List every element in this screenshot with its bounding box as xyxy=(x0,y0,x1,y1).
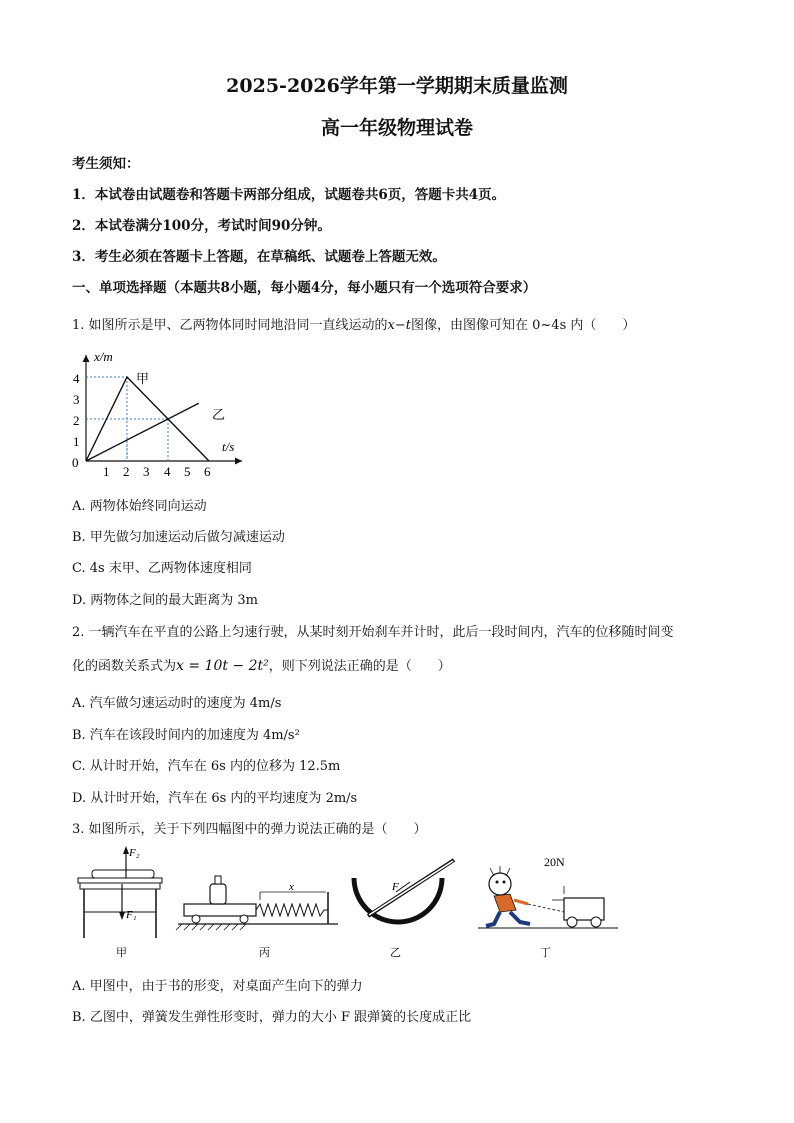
q2-option-c: C. 从计时开始，汽车在 6s 内的位移为 12.5m xyxy=(72,759,341,774)
notice-heading: 考生须知： xyxy=(72,156,140,172)
q2-option-d: D. 从计时开始，汽车在 6s 内的平均速度为 2m/s xyxy=(72,791,358,806)
notice-item-3: 3．考生必须在答题卡上答题，在草稿纸、试题卷上答题无效。 xyxy=(72,249,446,265)
exam-subtitle: 高一年级物理试卷 xyxy=(320,117,473,139)
xt-graph xyxy=(70,347,250,477)
question-2-stem-a: 化的函数关系式为 xyxy=(72,659,177,674)
question-2-stem-b: ，则下列说法正确的是（ ） xyxy=(268,659,451,674)
x-tick-6: 6 xyxy=(204,464,211,477)
question-2-stem-line1: 2. 一辆汽车在平直的公路上匀速行驶，从某时刻开始刹车并计时，此后一段时间内，汽车的位移随时间变 xyxy=(72,625,674,640)
question-1-stem-a: 1. 如图所示是甲、乙两物体同时同地沿同一直线运动的 xyxy=(72,318,388,333)
q3-option-a: A. 甲图中，由于书的形变，对桌面产生向下的弹力 xyxy=(72,979,363,994)
q2-option-a: A. 汽车做匀速运动时的速度为 4m/s xyxy=(72,696,282,711)
y-tick-2: 2 xyxy=(73,413,80,428)
figure-bing-spring xyxy=(176,876,338,930)
caption-yi: 乙 xyxy=(390,946,401,959)
x-tick-2: 2 xyxy=(123,464,130,477)
y-tick-3: 3 xyxy=(73,392,80,407)
caption-jia: 甲 xyxy=(116,946,127,959)
exam-title: 2025-2026学年第一学期期末质量监测 xyxy=(226,75,568,97)
q3-figures xyxy=(70,840,630,965)
x-tick-3: 3 xyxy=(143,464,150,477)
caption-ding: 丁 xyxy=(540,946,551,959)
q3-option-b: B. 乙图中，弹簧发生弹性形变时，弹力的大小 F 跟弹簧的长度成正比 xyxy=(72,1010,472,1025)
x-tick-1: 1 xyxy=(103,464,110,477)
figure-yi-bowl xyxy=(354,860,454,922)
label-f1: F₁ xyxy=(126,909,137,921)
question-3-stem: 3. 如图所示，关于下列四幅图中的弹力说法正确的是（ ） xyxy=(72,822,427,837)
figure-jia-desk xyxy=(78,846,162,938)
question-2-formula: x = 10t − 2t² xyxy=(176,658,269,674)
q1-option-b: B. 甲先做匀加速运动后做匀减速运动 xyxy=(72,530,285,545)
series-label-yi: 乙 xyxy=(212,408,226,423)
caption-bing: 丙 xyxy=(259,946,270,959)
question-2-stem-line2 xyxy=(72,655,451,674)
y-tick-1: 1 xyxy=(73,434,80,449)
notice-item-1: 1．本试卷由试题卷和答题卡两部分组成，试题卷共6页，答题卡共4页。 xyxy=(72,187,506,203)
origin-label: 0 xyxy=(72,455,79,470)
x-tick-4: 4 xyxy=(164,464,171,477)
label-f2: F₂ xyxy=(129,847,140,859)
q1-option-c: C. 4s 末甲、乙两物体速度相同 xyxy=(72,561,252,576)
label-f: F xyxy=(392,881,399,893)
label-x: x xyxy=(289,881,294,893)
q1-option-d: D. 两物体之间的最大距离为 3m xyxy=(72,593,258,608)
x-axis-label: t/s xyxy=(222,439,235,454)
q1-option-a: A. 两物体始终同向运动 xyxy=(72,499,207,514)
figure-ding-pull xyxy=(478,855,618,928)
label-force: 20N xyxy=(544,855,565,869)
x-tick-5: 5 xyxy=(184,464,191,477)
series-label-jia: 甲 xyxy=(136,372,150,387)
section-heading: 一、单项选择题（本题共8小题，每小题4分，每小题只有一个选项符合要求） xyxy=(72,280,537,296)
q2-option-b: B. 汽车在该段时间内的加速度为 4m/s² xyxy=(72,728,300,743)
question-1-stem xyxy=(72,314,635,333)
notice-item-2: 2．本试卷满分100分，考试时间90分钟。 xyxy=(72,218,331,234)
question-1-stem-b: 图像，由图像可知在 0~4s 内（ ） xyxy=(411,318,636,333)
y-tick-4: 4 xyxy=(73,371,80,386)
question-1-variable: x−t xyxy=(387,318,411,333)
y-axis-label: x/m xyxy=(94,349,113,364)
series-line-2 xyxy=(86,403,199,461)
